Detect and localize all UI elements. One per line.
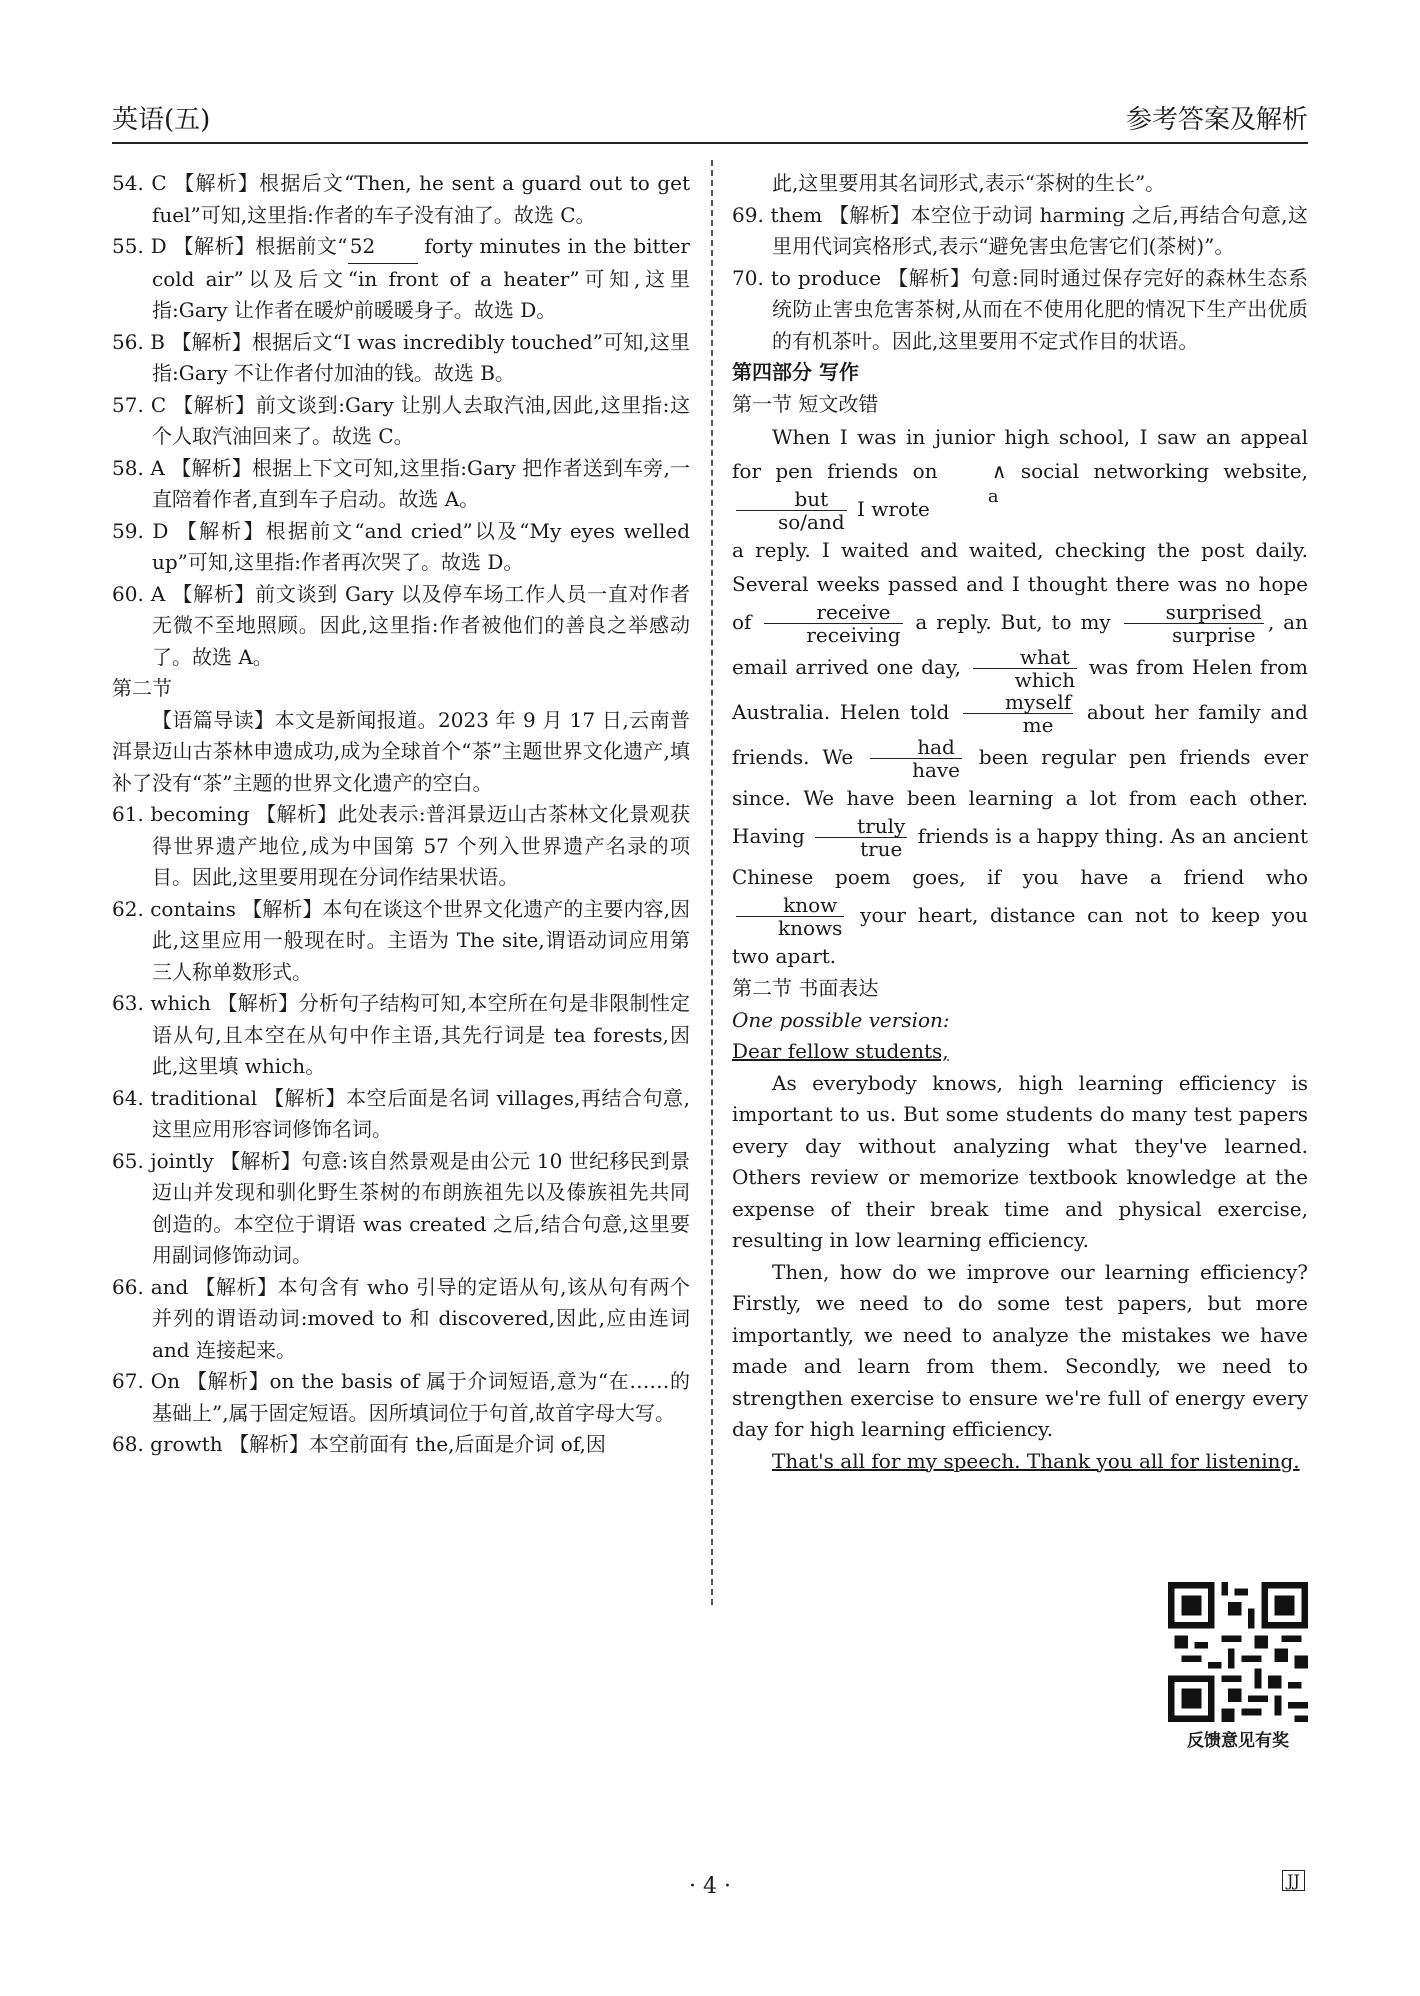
essay-version-label: One possible version: [732, 1007, 950, 1032]
answer-69: 69. them 【解析】本空位于动词 harming 之后,再结合句意,这里用代词宾格形式,表示“避免害虫危害它们(茶树)”。 [732, 202, 1308, 258]
correction-4: $\frac{\text{what}}{\text{which}}$ [973, 646, 1077, 691]
answer-55: 55. D 【解析】根据前文“ 52 forty minutes in the bitter cold air”以及后文“in front of a heater”可知,这里指:Gary 让作者在暖炉前暖暖身子。故选 D。 [112, 231, 690, 327]
sample-essay [732, 1005, 1308, 1478]
passage-guide: 【语篇导读】本文是新闻报道。2023 年 9 月 17 日,云南普洱景迈山古茶林申遗成功,成为全球首个“茶”主题世界文化遗产,填补了没有“茶”主题的世界文化遗产的空白。 [112, 707, 690, 795]
qr-feedback-label: 反馈意见有奖 [1187, 1731, 1289, 1751]
correction-8: $\frac{\text{know}}{\text{knows}}$ [736, 894, 844, 939]
correction-7: $\frac{\text{truly}}{\text{true}}$ [815, 815, 907, 860]
qr-code-icon[interactable] [1168, 1582, 1308, 1722]
part-4-section-2: 第二节 书面表达 [732, 976, 879, 1000]
answer-58: 58. A 【解析】根据上下文可知,这里指:Gary 把作者送到车旁,一直陪着作者,直到车子启动。故选 A。 [112, 455, 690, 511]
essay-paragraph-2: Then, how do we improve our learning efficiency? Firstly, we need to do some test papers, but more importantly, we need to analyze the mistakes we have made and learn from them. Secondly, we need to strengthen exercise to ensure we're full of energy every day for high learning efficiency. [732, 1259, 1308, 1441]
part-4-section-1: 第一节 短文改错 [732, 391, 879, 416]
page-header [112, 92, 1308, 144]
answer-59: 59. D 【解析】根据前文“and cried”以及“My eyes welled up”可知,这里指:作者再次哭了。故选 D。 [112, 518, 690, 574]
answer-63: 63. which 【解析】分析句子结构可知,本空所在句是非限制性定语从句,且本空在从句中作主语,其先行词是 tea forests,因此,这里填 which。 [112, 991, 690, 1078]
blank-52: 52 [348, 231, 418, 264]
answer-64: 64. traditional 【解析】本空后面是名词 villages,再结合句意,这里应用形容词修饰名词。 [112, 1085, 690, 1141]
answer-68: 68. growth 【解析】本空前面有 the,后面是介词 of,因 [112, 1432, 606, 1456]
correction-5: $\frac{\text{myself}}{me}$ [963, 691, 1073, 736]
correction-3: $\frac{\text{surprised}}{\text{surprise}}$ [1124, 601, 1264, 646]
answer-57: 57. C 【解析】前文谈到:Gary 让别人去取汽油,因此,这里指:这个人取汽油回来了。故选 C。 [112, 392, 690, 448]
header-title: 参考答案及解析 [1125, 105, 1308, 135]
inserted-word: a [987, 486, 999, 507]
answer-54: 54. C 【解析】根据后文“Then, he sent a guard out to get fuel”可知,这里指:作者的车子没有油了。故选 C。 [112, 171, 690, 227]
answer-62: 62. contains 【解析】本句在谈这个世界文化遗产的主要内容,因此,这里应用一般现在时。主语为 The site,谓语动词应用第三人称单数形式。 [112, 896, 690, 984]
answer-60: 60. A 【解析】前文谈到 Gary 以及停车场工作人员一直对作者无微不至地照顾。因此,这里指:作者被他们的善良之举感动了。故选 A。 [112, 581, 690, 669]
correction-1: $\frac{\text{but}}{\text{so/and}}$ [736, 488, 847, 533]
answer-56: 56. B 【解析】根据后文“I was incredibly touched”可知,这里指:Gary 不让作者付加油的钱。故选 B。 [112, 329, 690, 385]
right-column [732, 168, 1308, 1477]
left-column [112, 168, 690, 1461]
essay-paragraph-1: As everybody knows, high learning efficiency is important to us. But some students do many test papers every day without analyzing what they've learned. Others review or memorize textbook knowledge at the expense of their break time and physical exercise, resulting in low learning efficiency. [732, 1070, 1308, 1252]
answer-70: 70. to produce 【解析】句意:同时通过保存完好的森林生态系统防止害虫危害茶树,从而在不使用化肥的情况下生产出优质的有机茶叶。因此,这里要用不定式作目的状语。 [732, 265, 1308, 353]
insert-caret-icon: ∧ [991, 459, 1007, 483]
essay-greeting: Dear fellow students, [732, 1039, 949, 1063]
page-number: · 4 · [689, 1874, 731, 1899]
header-subject: 英语(五) [112, 105, 211, 135]
answer-67: 67. On 【解析】on the basis of 属于介词短语,意为“在……的基础上”,属于固定短语。因所填词位于句首,故首字母大写。 [112, 1369, 690, 1425]
essay-paragraph-3: That's all for my speech. Thank you all for listening. [772, 1448, 1300, 1473]
error-correction-passage: When I was in junior high school, I saw an appeal for pen friends on ∧ a social networking website, $\frac{\text{but}}{\text{so/and}}$ I wrote a reply. I waited and waited, checking the post daily. Several weeks passed and I thought there was no hope of $\frac{\text{receive}}{\text{receiving}}$ a reply. But, to my $\frac{\text{surprised}}{\text{surprise}}$ , an email arrived one day, $\frac{\text{what}}{\text{which}}$ was from Helen from Australia. Helen told $\frac{\text{myself}}{me}$ about her family and friends. We $\frac{\text{had}}{\text{have}}$ been regular pen friends ever since. We have been learning a lot from each other. Having $\frac{\text{truly}}{\text{true}}$ friends is a happy thing. As an ancient Chinese poem goes, if you have a friend who $\frac{\text{know}}{\text{knows}}$ your heart, distance can not to keep you two apart. [732, 425, 1309, 968]
answer-66: 66. and 【解析】本句含有 who 引导的定语从句,该从句有两个并列的谓语动词:moved to 和 discovered,因此,应由连词 and 连接起来。 [112, 1274, 690, 1362]
part-4-title: 第四部分 写作 [732, 360, 859, 384]
answer-61: 61. becoming 【解析】此处表示:普洱景迈山古茶林文化景观获得世界遗产地位,成为中国第 57 个列入世界遗产名录的项目。因此,这里要用现在分词作结果状语。 [112, 802, 690, 889]
section-2-title: 第二节 [112, 676, 172, 700]
edition-badge: JJ [1282, 1870, 1305, 1891]
correction-2: $\frac{\text{receive}}{\text{receiving}}$ [764, 601, 902, 646]
column-divider [711, 160, 713, 1605]
answer-68-cont: 此,这里要用其名词形式,表示“茶树的生长”。 [772, 171, 1166, 195]
answer-65: 65. jointly 【解析】句意:该自然景观是由公元 10 世纪移民到景迈山并发现和驯化野生茶树的布朗族祖先以及傣族祖先共同创造的。本空位于谓语 was created 之后,结合句意,这里要用副词修饰动词。 [112, 1148, 690, 1267]
correction-6: $\frac{\text{had}}{\text{have}}$ [870, 736, 962, 781]
